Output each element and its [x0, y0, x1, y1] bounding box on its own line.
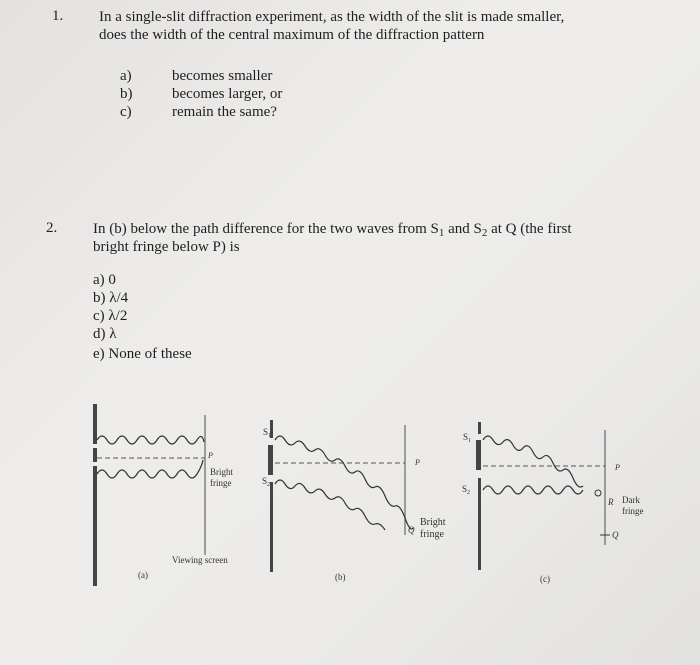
figure-c — [462, 422, 644, 584]
figure-c-node — [595, 490, 601, 496]
q2-sub-2: 2 — [481, 227, 488, 239]
q2-option-a[interactable]: a) 0 — [93, 272, 116, 288]
figure-a-point-p: P — [208, 451, 213, 460]
q1-option-b-text: becomes larger, or — [172, 86, 283, 102]
figure-c-s1: $S_1$ — [463, 432, 472, 444]
figure-b-bright-label: Bright — [420, 517, 446, 528]
q1-option-a-letter: a) — [120, 68, 132, 84]
figure-a-caption: (a) — [138, 570, 148, 580]
figure-a-barrier-bottom — [93, 466, 97, 586]
figure-a-wave-top — [97, 436, 204, 444]
q2-text-part-b: and S — [444, 221, 482, 237]
q2-number: 2. — [46, 220, 58, 236]
figure-c-caption: (c) — [540, 574, 550, 584]
figure-b-s1: $S_1$ — [263, 427, 272, 439]
figure-c-s2: $S_2$ — [462, 484, 471, 496]
figure-b-barrier-mid — [268, 445, 273, 475]
figure-c-point-p: P — [615, 463, 620, 472]
q2-option-e[interactable]: e) None of these — [93, 346, 192, 362]
q1-number: 1. — [52, 8, 64, 24]
figure-a-barrier-top — [93, 404, 97, 444]
figure-a-barrier-mid — [93, 448, 97, 462]
figure-b — [262, 420, 446, 582]
q2-text-line2: bright fringe below P) is — [93, 239, 240, 255]
figure-b-wave-s2 — [275, 480, 385, 530]
figure-c-wave-s2 — [483, 486, 583, 494]
figure-b-caption: (b) — [335, 572, 346, 582]
figure-c-fringe-label: fringe — [622, 506, 644, 516]
q1-option-b-letter: b) — [120, 86, 133, 102]
q2-sub-1: 1 — [438, 227, 445, 239]
q1-text-line2: does the width of the central maximum of the diffraction pattern — [99, 27, 485, 43]
figure-c-point-r: R — [608, 497, 614, 507]
figure-a-bright-label: Bright — [210, 467, 234, 477]
q1-text-line1: In a single-slit diffraction experiment, as the width of the slit is made smaller, — [99, 9, 565, 25]
figure-b-fringe-label: fringe — [420, 529, 444, 540]
q2-text-part-c: at Q (the first — [487, 221, 572, 237]
q2-text-part-a: In (b) below the path difference for the two waves from S — [93, 221, 439, 237]
q2-option-d[interactable]: d) λ — [93, 326, 117, 342]
figure-c-barrier-mid — [476, 440, 481, 470]
q1-option-c-text: remain the same? — [172, 104, 277, 120]
figure-c-wave-s1 — [483, 436, 583, 487]
figure-a-screen-label: Viewing screen — [172, 555, 228, 565]
figure-b-point-q: Q — [408, 525, 415, 535]
q2-option-c[interactable]: c) λ/2 — [93, 308, 128, 324]
q1-option-c-letter: c) — [120, 104, 132, 120]
figure-c-barrier-top — [478, 422, 481, 434]
figure-a — [93, 404, 234, 586]
figure-a-wave-bottom — [97, 460, 203, 478]
figure-b-barrier-bottom — [270, 482, 273, 572]
figure-b-point-p: P — [415, 458, 420, 467]
q2-option-b[interactable]: b) λ/4 — [93, 290, 129, 306]
figure-c-point-q: Q — [612, 530, 619, 540]
figure-a-fringe-label: fringe — [210, 478, 232, 488]
figure-c-barrier-bottom — [478, 478, 481, 570]
figure-b-s2: $S_2$ — [262, 476, 271, 488]
q1-option-a-text: becomes smaller — [172, 68, 273, 84]
figure-c-dark-label: Dark — [622, 495, 640, 505]
figure-b-wave-s1 — [275, 436, 413, 529]
